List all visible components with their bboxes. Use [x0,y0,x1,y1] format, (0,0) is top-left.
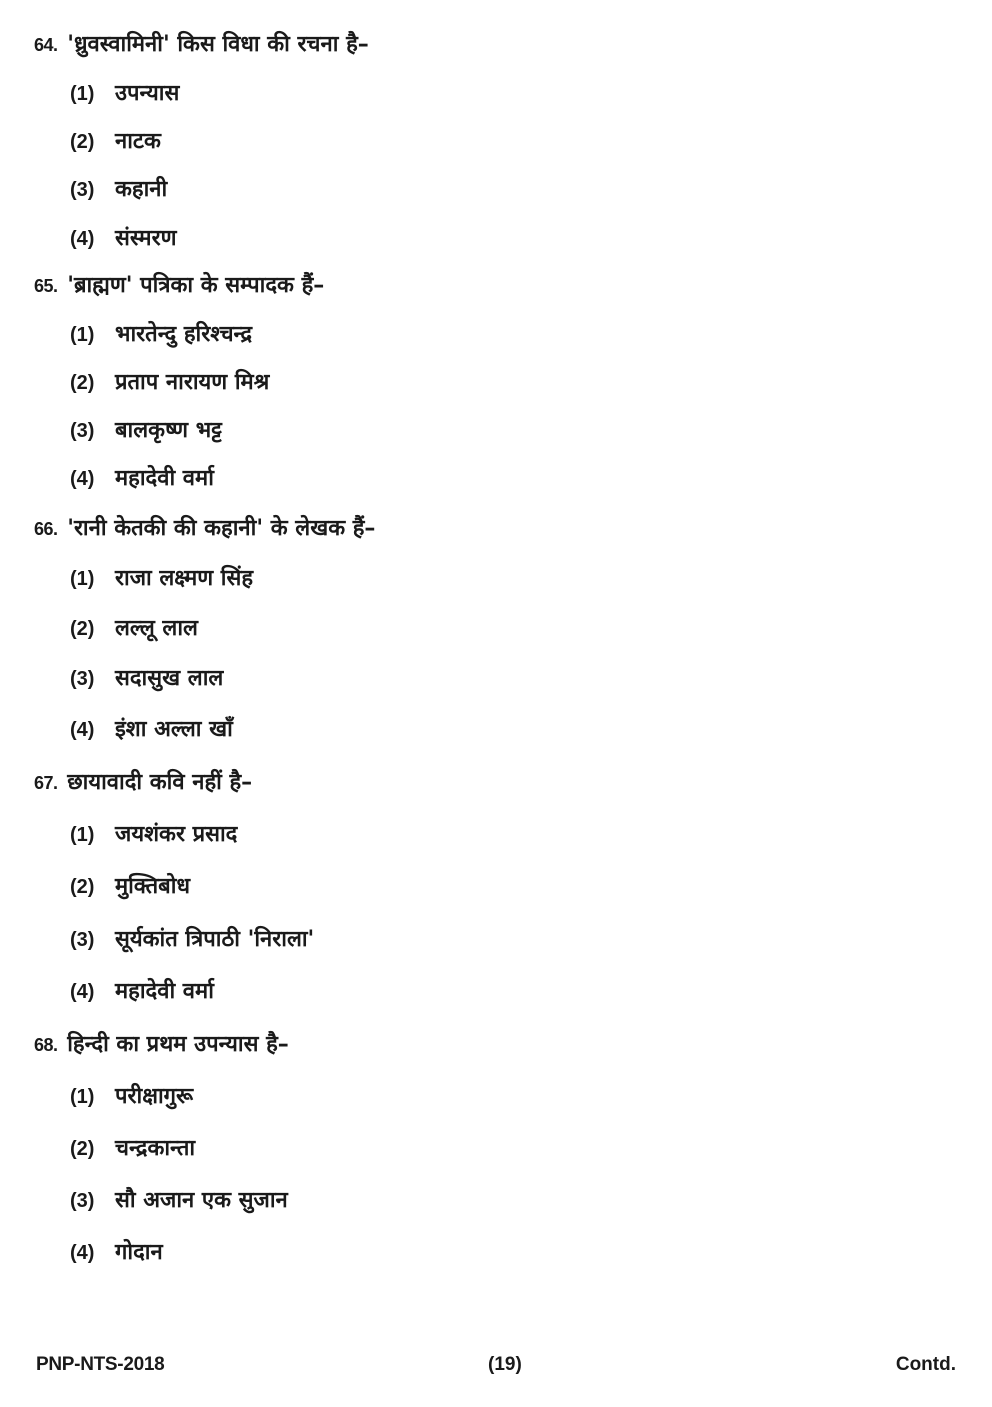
option-number: (1) [70,324,95,346]
question-stem [34,30,934,60]
option-list [34,320,934,494]
option-1 [70,820,934,850]
question-text: 'रानी केतकी की कहानी' के लेखक हैं– [67,516,376,541]
option-number: (4) [70,981,95,1003]
question-stem [34,1030,934,1060]
option-4 [70,1238,934,1268]
option-number: (2) [70,131,95,153]
option-3 [70,925,934,955]
question-number: 68. [34,1035,58,1055]
option-number: (4) [70,1242,95,1264]
option-number: (1) [70,824,95,846]
question-number: 65. [34,276,58,296]
option-number: (3) [70,420,95,442]
option-number: (3) [70,1190,95,1212]
option-3 [70,664,934,694]
option-number: (4) [70,468,95,490]
option-text: महादेवी वर्मा [115,466,214,491]
option-text: भारतेन्दु हरिश्चन्द्र [115,322,253,347]
question-text: 'ध्रुवस्वामिनी' किस विधा की रचना है– [67,32,369,57]
option-text: लल्लू लाल [115,616,198,641]
option-number: (4) [70,719,95,741]
option-text: कहानी [115,177,168,202]
option-number: (2) [70,1138,95,1160]
option-2 [70,1134,934,1164]
option-1 [70,564,934,594]
question-67 [34,768,934,1007]
option-list [34,79,934,254]
option-2 [70,872,934,902]
option-text: जयशंकर प्रसाद [115,822,238,847]
question-text: 'ब्राह्मण' पत्रिका के सम्पादक हैं– [67,273,325,298]
question-stem [34,514,934,544]
option-1 [70,1082,934,1112]
question-text: हिन्दी का प्रथम उपन्यास है– [67,1032,289,1057]
question-text: छायावादी कवि नहीं है– [67,770,253,795]
option-text: संस्मरण [115,226,177,251]
option-3 [70,1186,934,1216]
option-text: नाटक [115,129,161,154]
question-64 [34,30,934,254]
page-number: (19) [488,1354,522,1375]
option-3 [70,416,934,446]
option-text: बालकृष्ण भट्ट [115,418,222,443]
option-text: मुक्तिबोध [115,874,190,899]
option-1 [70,79,934,109]
option-number: (2) [70,372,95,394]
option-1 [70,320,934,350]
question-number: 66. [34,519,58,539]
option-text: सूर्यकांत त्रिपाठी 'निराला' [115,927,315,952]
option-text: परीक्षागुरू [115,1084,194,1109]
option-text: चन्द्रकान्ता [115,1136,196,1161]
option-list [34,564,934,745]
option-number: (4) [70,228,95,250]
option-number: (3) [70,668,95,690]
question-number: 64. [34,35,58,55]
option-2 [70,127,934,157]
option-text: इंशा अल्ला खाँ [115,717,233,742]
option-4 [70,224,934,254]
option-text: सदासुख लाल [115,666,224,691]
question-number: 67. [34,773,58,793]
option-number: (1) [70,83,95,105]
option-text: प्रताप नारायण मिश्र [115,370,270,395]
option-number: (3) [70,179,95,201]
option-number: (1) [70,568,95,590]
option-4 [70,715,934,745]
question-68 [34,1030,934,1268]
option-2 [70,368,934,398]
option-3 [70,175,934,205]
option-number: (1) [70,1086,95,1108]
question-stem [34,768,934,798]
option-text: महादेवी वर्मा [115,979,214,1004]
option-2 [70,614,934,644]
option-text: सौ अजान एक सुजान [115,1188,288,1213]
option-text: गोदान [115,1240,163,1265]
question-stem [34,271,934,301]
paper-code: PNP-NTS-2018 [36,1354,165,1375]
question-65 [34,271,934,494]
option-text: उपन्यास [115,81,180,106]
option-text: राजा लक्ष्मण सिंह [115,566,254,591]
page-footer [0,1350,992,1380]
option-number: (3) [70,929,95,951]
option-4 [70,464,934,494]
continued-label: Contd. [895,1354,956,1375]
option-list [34,1082,934,1268]
option-number: (2) [70,618,95,640]
question-66 [34,514,934,745]
option-list [34,820,934,1007]
option-4 [70,977,934,1007]
option-number: (2) [70,876,95,898]
